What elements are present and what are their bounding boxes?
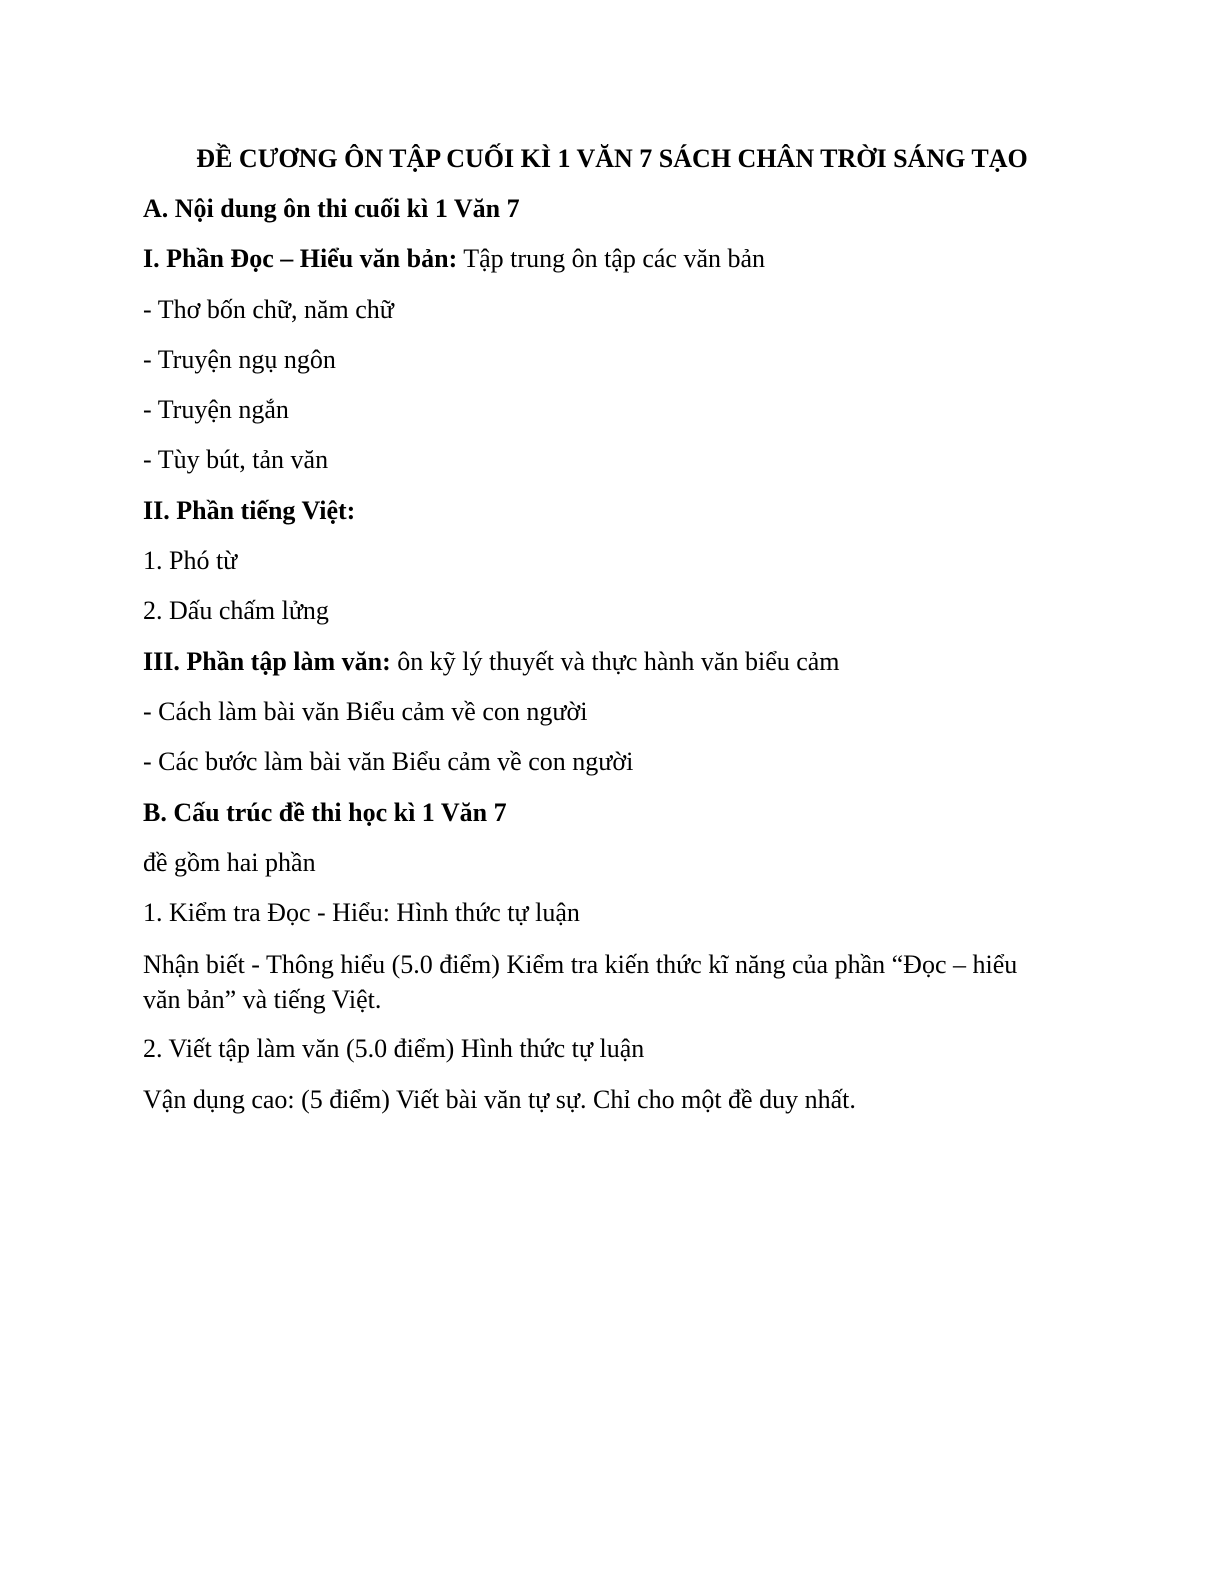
- part-3-heading: III. Phần tập làm văn:: [143, 646, 391, 676]
- list-item: - Truyện ngụ ngôn: [143, 344, 336, 374]
- section-a-heading: A. Nội dung ôn thi cuối kì 1 Văn 7: [143, 194, 520, 223]
- list-item: 2. Dấu chấm lửng: [143, 596, 329, 626]
- part-3-paragraph: [143, 646, 1043, 678]
- list-item: - Cách làm bài văn Biểu cảm về con người: [143, 696, 588, 726]
- list-item: - Truyện ngắn: [143, 395, 289, 425]
- structure-part-1: 1. Kiểm tra Đọc - Hiểu: Hình thức tự luận: [143, 898, 580, 928]
- part-3-text: ôn kỹ lý thuyết và thực hành văn biểu cảm: [390, 646, 840, 676]
- list-item: - Thơ bốn chữ, năm chữ: [143, 294, 394, 324]
- document-title: ĐỀ CƯƠNG ÔN TẬP CUỐI KÌ 1 VĂN 7 SÁCH CHÂN TRỜI SÁNG TẠO: [196, 144, 1028, 173]
- document-body: [143, 193, 1043, 1134]
- part-2-heading: II. Phần tiếng Việt:: [143, 495, 356, 525]
- structure-part-2-detail: Vận dụng cao: (5 điểm) Viết bài văn tự sự. Chỉ cho một đề duy nhất.: [143, 1084, 856, 1114]
- structure-part-2: 2. Viết tập làm văn (5.0 điểm) Hình thức tự luận: [143, 1034, 645, 1064]
- list-item: - Tùy bút, tản văn: [143, 445, 329, 475]
- part-1-paragraph: [143, 243, 1043, 275]
- structure-part-1-detail: Nhận biết - Thông hiểu (5.0 điểm) Kiểm tra kiến thức kĩ năng của phần “Đọc – hiểu văn bản” và tiếng Việt.: [143, 950, 1018, 1015]
- part-1-text: Tập trung ôn tập các văn bản: [457, 244, 766, 274]
- list-item: 1. Phó từ: [143, 546, 238, 576]
- list-item: - Các bước làm bài văn Biểu cảm về con người: [143, 747, 634, 777]
- part-1-heading: I. Phần Đọc – Hiểu văn bản:: [143, 244, 458, 274]
- section-b-heading: B. Cấu trúc đề thi học kì 1 Văn 7: [143, 797, 507, 827]
- structure-intro: đề gồm hai phần: [143, 847, 316, 877]
